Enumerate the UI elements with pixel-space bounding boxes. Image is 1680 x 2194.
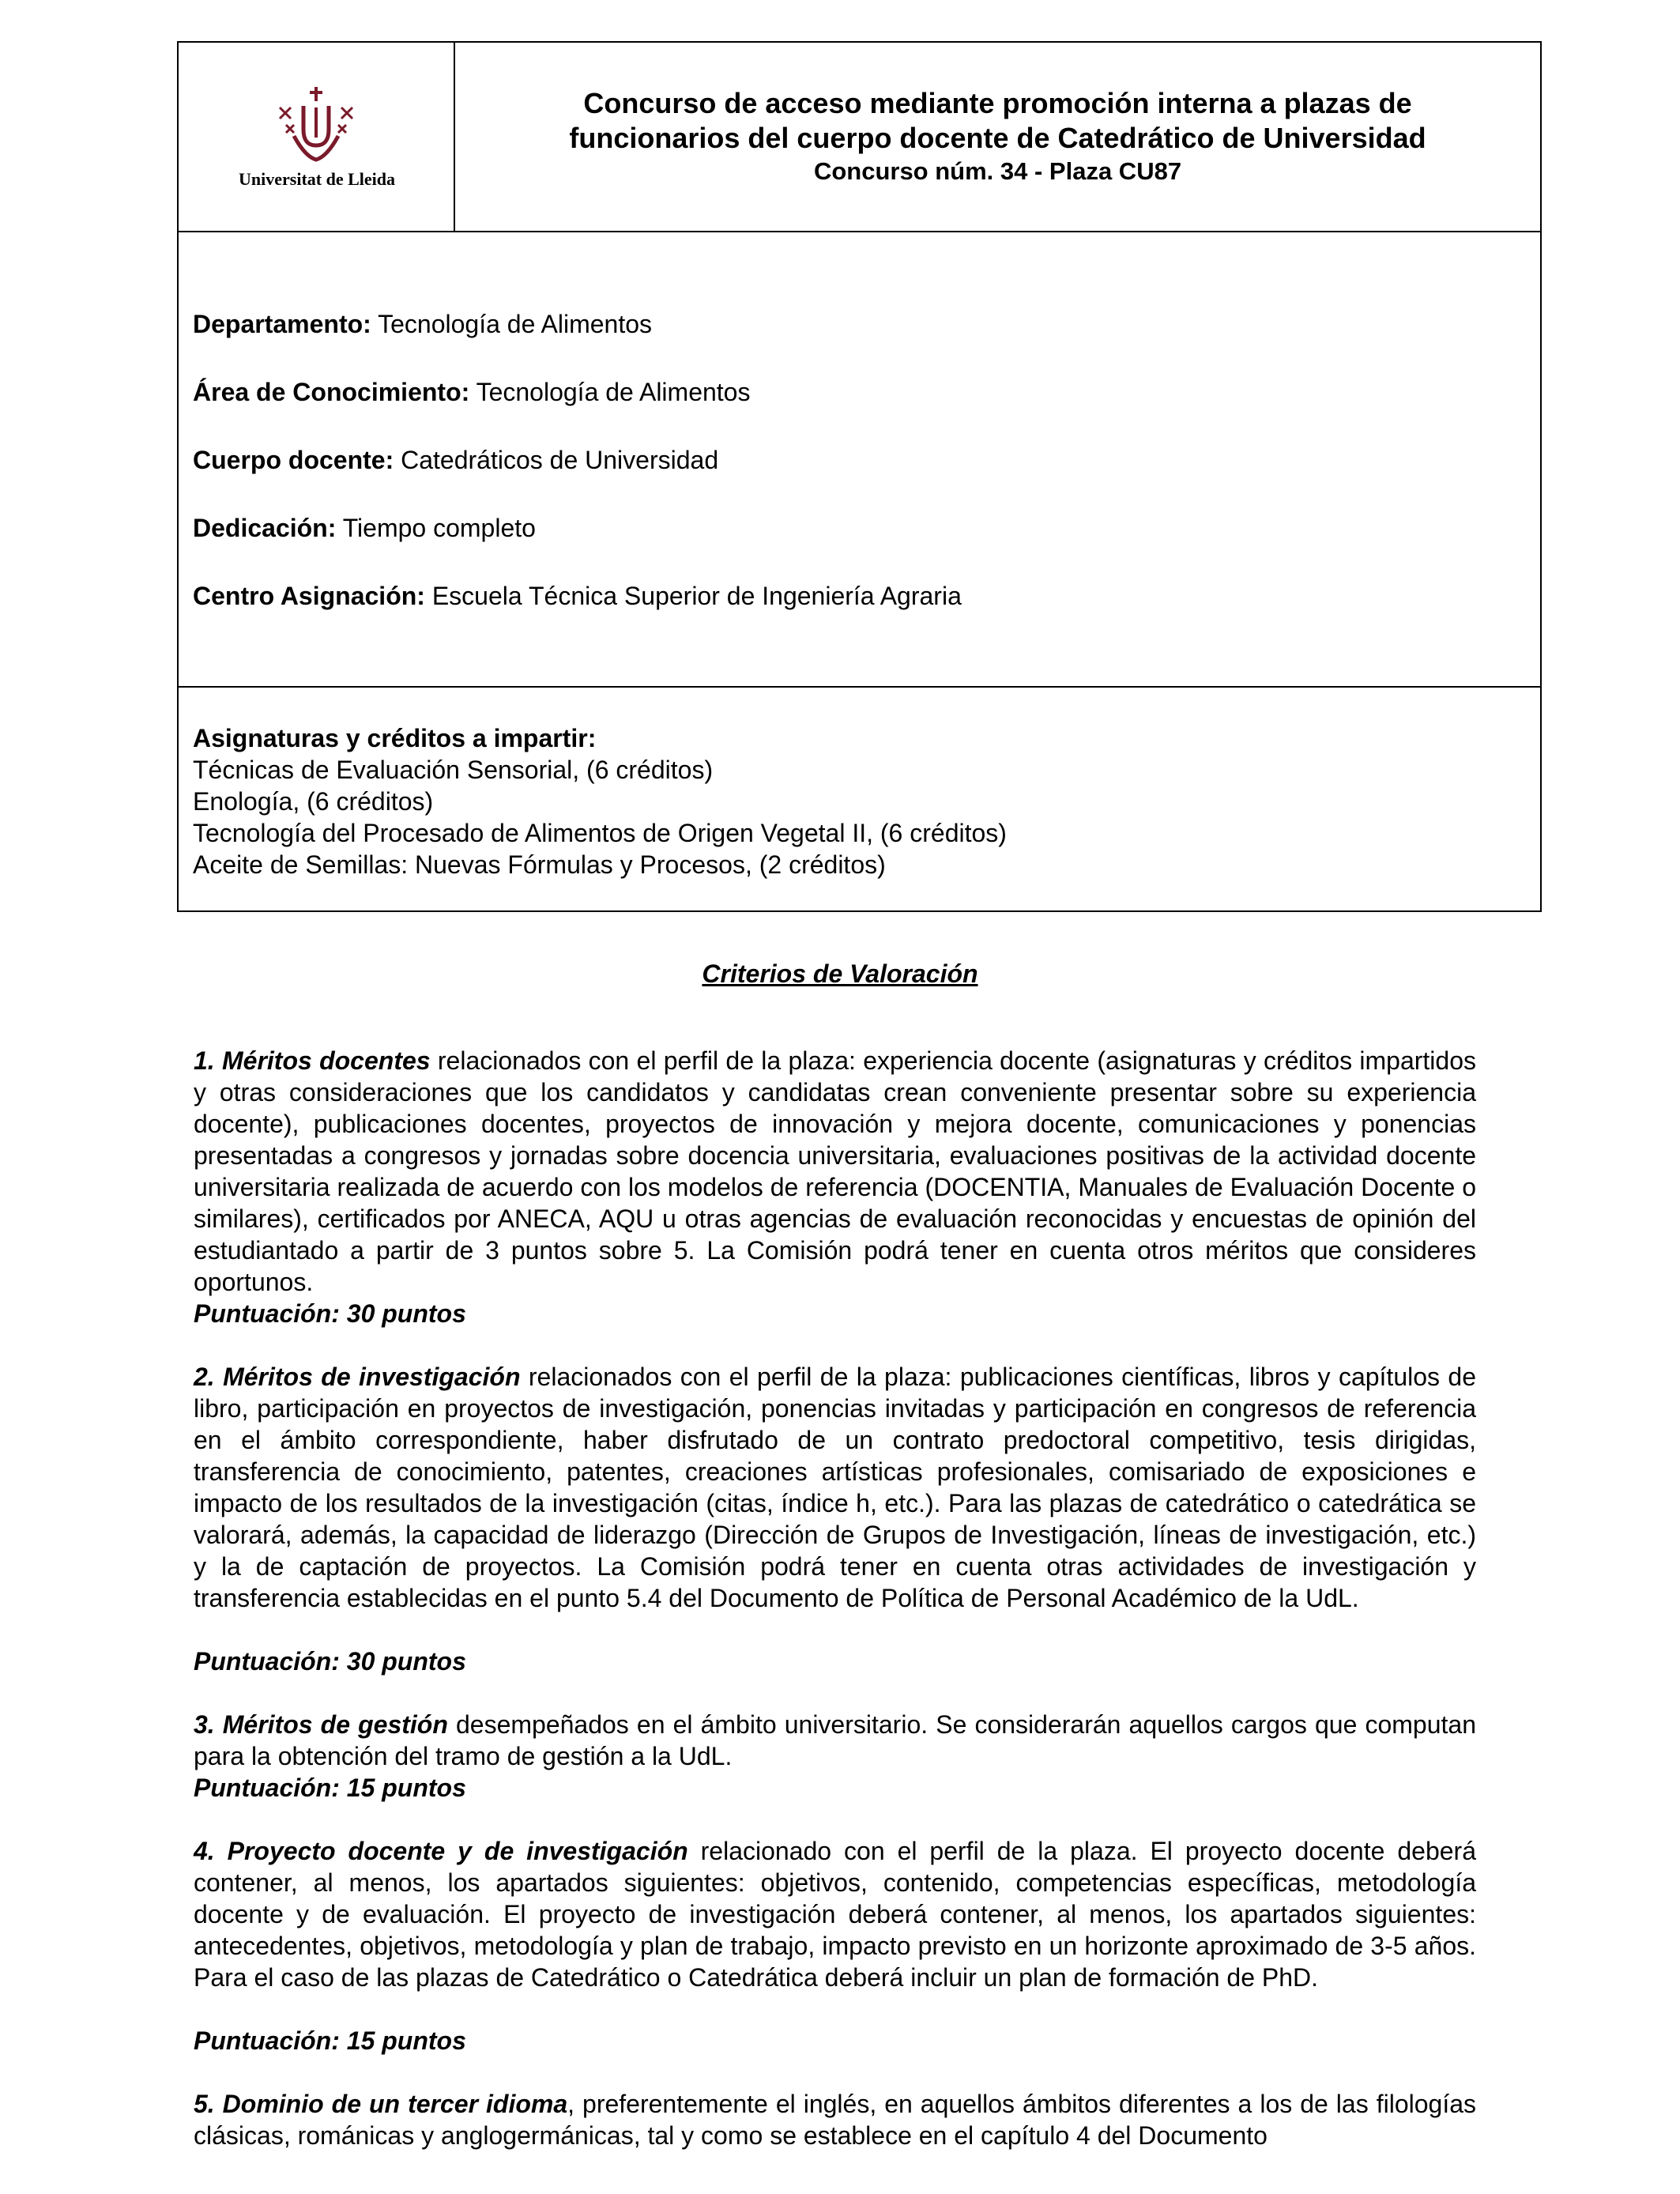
criterion-4-score: Puntuación: 15 puntos bbox=[194, 2026, 466, 2055]
criterion-5 bbox=[194, 2088, 1476, 2151]
title-line-1: Concurso de acceso mediante promoción interna a plazas de bbox=[583, 87, 1412, 119]
dedicacion-label: Dedicación: bbox=[193, 514, 337, 542]
criterion-2 bbox=[194, 1361, 1476, 1614]
criterion-2-score: Puntuación: 30 puntos bbox=[194, 1647, 466, 1676]
logo-cell bbox=[179, 43, 455, 231]
criterion-2-body: relacionados con el perfil de la plaza: publicaciones científicas, libros y capítulos de libro, participación en proyectos de investigación, ponencias invitadas y participación en congresos de referencia en el ámbito correspondiente, haber disfrutado de un contrato predoctoral competitivo, tesis dirigidas, transferencia de conocimiento, patentes, creaciones artísticas profesionales, comisariado de exposiciones e impacto de los resultados de la investigación (citas, índice h, etc.). Para las plazas de catedrático o catedrática se valorará, además, la capacidad de liderazgo (Dirección de Grupos de Investigación, líneas de investigación, etc.) y la de captación de proyectos. La Comisión podrá tener en cuenta otras actividades de investigación y transferencia establecidas en el punto 5.4 del Documento de Política de Personal Académico de la UdL. bbox=[194, 1363, 1476, 1612]
criterion-1-heading: 1. Méritos docentes bbox=[194, 1046, 431, 1075]
criterion-1 bbox=[194, 1045, 1476, 1298]
criterion-5-body: , preferentemente el inglés, en aquellos ámbitos diferentes a los de las filologías clásicas, románicas y anglogermánicas, tal y como se establece en el capítulo 4 del Documento bbox=[194, 2090, 1477, 2150]
contest-subtitle: Concurso núm. 34 - Plaza CU87 bbox=[813, 157, 1182, 185]
criterion-4-body: relacionado con el perfil de la plaza. El proyecto docente deberá contener, al menos, los apartados siguientes: objetivos, contenido, competencias específicas, metodología docente y de evaluación. El proyecto de investigación deberá contener, al menos, los apartados siguientes: antecedentes, objetivos, metodología y plan de trabajo, impacto previsto en un horizonte aproximado de 3-5 años. Para el caso de las plazas de Catedrático o Catedrática deberá incluir un plan de formación de PhD. bbox=[194, 1837, 1477, 1992]
area-label: Área de Conocimiento: bbox=[193, 378, 470, 406]
subject-item: Aceite de Semillas: Nuevas Fórmulas y Procesos, (2 créditos) bbox=[193, 850, 886, 879]
area-value: Tecnología de Alimentos bbox=[469, 378, 751, 406]
centro-field bbox=[193, 580, 962, 612]
subject-item: Técnicas de Evaluación Sensorial, (6 créditos) bbox=[193, 756, 714, 784]
university-logo bbox=[218, 81, 416, 199]
criterion-3-score: Puntuación: 15 puntos bbox=[194, 1774, 466, 1802]
departamento-value: Tecnología de Alimentos bbox=[371, 310, 653, 338]
area-field bbox=[193, 376, 750, 408]
criterion-3-heading: 3. Méritos de gestión bbox=[194, 1710, 448, 1739]
criterion-4 bbox=[194, 1835, 1476, 1993]
subject-item: Tecnología del Procesado de Alimentos de Origen Vegetal II, (6 créditos) bbox=[193, 819, 1007, 847]
criterion-3 bbox=[194, 1709, 1476, 1772]
title-line-2: funcionarios del cuerpo docente de Catedrático de Universidad bbox=[569, 122, 1426, 154]
criterion-1-body: relacionados con el perfil de la plaza: experiencia docente (asignaturas y créditos impartidos y otras consideraciones que los candidatos y candidatas crean conveniente presentar sobre su experiencia docente), publicaciones docentes, proyectos de innovación y mejora docente, comunicaciones y ponencias presentadas a congresos y jornadas sobre docencia universitaria, evaluaciones positivas de la actividad docente universitaria realizada de acuerdo con los modelos de referencia (DOCENTIA, Manuales de Evaluación Docente o similares), certificados por ANECA, AQU u otras agencias de evaluación reconocidas y encuestas de opinión del estudiantado a partir de 3 puntos sobre 5. La Comisión podrá tener en cuenta otros méritos que consideres oportunos. bbox=[194, 1046, 1477, 1296]
criterion-3-body: desempeñados en el ámbito universitario. Se considerarán aquellos cargos que computan para la obtención del tramo de gestión a la UdL. bbox=[194, 1710, 1477, 1770]
title-cell bbox=[455, 43, 1540, 231]
subjects-box bbox=[177, 686, 1542, 912]
header-box bbox=[177, 41, 1542, 232]
subject-item: Enología, (6 créditos) bbox=[193, 787, 434, 816]
centro-value: Escuela Técnica Superior de Ingeniería Agraria bbox=[424, 582, 962, 610]
centro-label: Centro Asignación: bbox=[193, 582, 425, 610]
dedicacion-field bbox=[193, 512, 536, 544]
criterion-4-heading: 4. Proyecto docente y de investigación bbox=[194, 1837, 688, 1865]
cuerpo-label: Cuerpo docente: bbox=[193, 446, 394, 474]
dedicacion-value: Tiempo completo bbox=[336, 514, 536, 542]
subjects-heading: Asignaturas y créditos a impartir: bbox=[193, 724, 597, 752]
logo-text: Universitat de Lleida bbox=[239, 169, 395, 189]
departamento-field bbox=[193, 308, 652, 340]
cuerpo-field bbox=[193, 444, 718, 476]
cuerpo-value: Catedráticos de Universidad bbox=[394, 446, 719, 474]
criterion-2-heading: 2. Méritos de investigación bbox=[194, 1363, 521, 1391]
departamento-label: Departamento: bbox=[193, 310, 371, 338]
position-info-box bbox=[177, 231, 1542, 688]
criterion-5-heading: 5. Dominio de un tercer idioma bbox=[194, 2090, 568, 2118]
criterion-1-score: Puntuación: 30 puntos bbox=[194, 1299, 466, 1328]
criteria-title: Criterios de Valoración bbox=[702, 959, 978, 988]
